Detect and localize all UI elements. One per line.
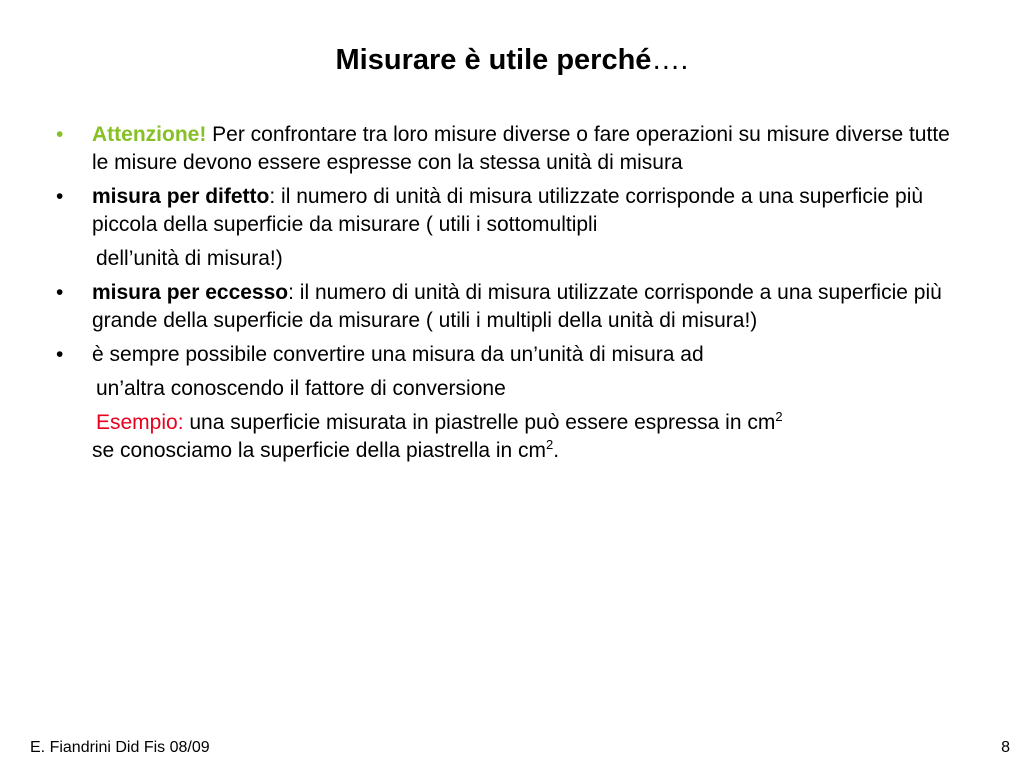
- misura-per-difetto-label: misura per difetto: [92, 185, 270, 208]
- bullet-icon: •: [56, 343, 64, 366]
- bullet-item-conversione: [56, 341, 956, 369]
- conversione-continuation: un’altra conoscendo il fattore di conversione: [96, 377, 506, 400]
- misura-per-difetto-text: : il numero di unità di misura utilizzate corrisponde a una superficie più piccola della superficie da misurare ( utili i sottomultipli: [92, 185, 924, 236]
- misura-per-difetto-continuation: dell’unità di misura!): [96, 247, 283, 270]
- misura-per-eccesso-text: : il numero di unità di misura utilizzate corrisponde a una superficie più grande della superficie da misurare ( utili i multipli della unità di misura!): [92, 281, 942, 332]
- example-text-2: se conosciamo la superficie della piastrella in cm: [92, 439, 547, 462]
- footer-author: E. Fiandrini Did Fis 08/09: [30, 739, 210, 756]
- slide-number: 8: [1001, 739, 1010, 756]
- slide-body: [56, 121, 956, 465]
- example-text-1: una superficie misurata in piastrelle può essere espressa in cm: [183, 411, 776, 434]
- slide-title-text: Misurare è utile perché: [335, 44, 652, 76]
- bullet-item-misura-per-difetto: [56, 183, 956, 239]
- misura-per-eccesso-label: misura per eccesso: [92, 281, 289, 304]
- bullet-item-attenzione: [56, 121, 956, 177]
- slide-title-ellipsis: ….: [651, 44, 689, 76]
- attenzione-label: Attenzione!: [92, 123, 207, 146]
- example-sup-1: 2: [775, 409, 783, 424]
- example-paragraph: [56, 409, 956, 465]
- bullet-item-misura-per-eccesso: [56, 279, 956, 335]
- example-sup-2: 2: [546, 437, 554, 452]
- bullet-icon: •: [56, 185, 64, 208]
- slide-title: [0, 40, 1024, 80]
- attenzione-text: Per confrontare tra loro misure diverse o fare operazioni su misure diverse tutte le misure devono essere espresse con la stessa unità di misura: [92, 123, 950, 174]
- bullet-icon: •: [56, 123, 64, 146]
- example-label: Esempio:: [96, 411, 184, 434]
- bullet-icon: •: [56, 281, 64, 304]
- example-text-3: .: [553, 439, 560, 462]
- conversione-text: è sempre possibile convertire una misura da un’unità di misura ad: [92, 343, 704, 366]
